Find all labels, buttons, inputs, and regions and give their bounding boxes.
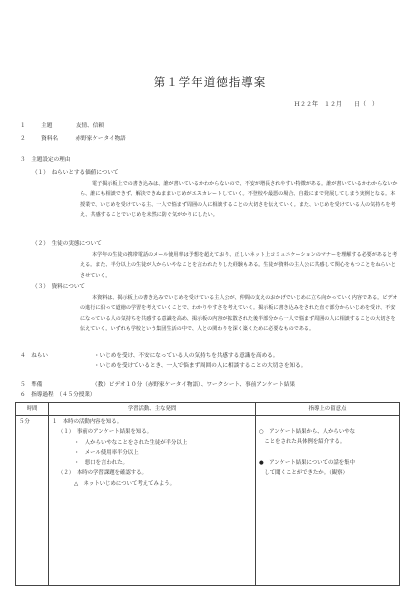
notes-cell [256, 416, 400, 586]
info-label: 主題 [41, 123, 53, 129]
section-3-sub1-text: 電子掲示板上での書き込みは、誰が書いているかわからないので、不安が増長されやすい特徴がある。誰が書いているかわからないから、誰にも相談できず、解決できぬままいじめがエスカレートしていく。不登校や最悪の場合、自殺にまで発展してしまう実例となる。本授業で、いじめを受けている主、一人で悩まず周囲の人に相談することの大切さを伝えていく。また、いじめを受けている人の気持ちを考え、共感することでいじめを未然に防ぐ気がかりにしたい。 [80, 181, 398, 218]
section-3-sub1-label: （１） ねらいとする価値について [32, 170, 119, 176]
section-5-label: ５ 準備 [20, 382, 43, 388]
info-label: 資料名 [41, 136, 58, 142]
section-3-sub2-label: （２） 生徒の実態について [32, 241, 102, 247]
lesson-process-table [15, 402, 400, 586]
note-line: ことをされた具体例を紹介する。 [259, 439, 346, 446]
document-date: Ｈ２２年 １２月 日（ ） [293, 101, 378, 108]
section-3-heading: ３ 主題設定の理由 [20, 157, 71, 163]
aim-item: ・いじめを受け、不安になっている人の気持ちを共感する意識を高める。 [94, 353, 279, 359]
activity-line: ・ 人からいやなことをされた生徒が半分以上 [74, 439, 188, 446]
note-line: して聞くことができたか。（観察） [259, 469, 348, 476]
section-3-sub3-text: 本資料は、掲示板上の書き込みでいじめを受けている主人公が、仲間の支えのおかげでいじめに立ち向かっていく内容である。ビデオの進行に沿って道徳の学習を考えていくことで、わかりやすさを考えていく。掲示板に書き込みをされた直ぐ部分からいじめを受け、不安になっている人の気持ちを共感する意識を高め、掲示板の内容が拡散された後半部分から一人で悩まず周囲の人に相談することの大切さを伝えていく。いずれも学校という集団生活の中で、人との関わりを深く築くために必要なものである。 [80, 295, 398, 332]
activities-cell [49, 416, 256, 586]
activity-line: （１） 事前のアンケート結果を知る。 [58, 429, 153, 436]
activity-line: △ ネットいじめについて考えてみよう。 [74, 480, 176, 487]
note-line: ○ アンケート結果から、人からいやな [259, 429, 356, 435]
info-value: 友情、信頼 [75, 123, 104, 129]
column-header-activities: 学習活動、主な発問 [49, 403, 256, 416]
table-header-row [16, 403, 400, 416]
section-3-sub3-label: （３） 資料について [32, 284, 86, 290]
note-line: ● アンケート結果についての話を集中 [259, 459, 355, 466]
activity-line: １ 本時の活動内容を知る。 [52, 419, 123, 425]
column-header-time: 時間 [16, 403, 49, 416]
info-row-theme: １ 主題 友情、信頼 [20, 123, 104, 129]
section-6-label: ６ 指導過程 （４５分授業） [20, 392, 96, 398]
column-header-notes: 指導上の留意点 [256, 403, 400, 416]
section-4-label: ４ ねらい [20, 353, 48, 359]
table-row [16, 416, 400, 586]
info-row-material: ２ 資料名 赤野家ケータイ物語 [20, 136, 126, 142]
time-cell: ５分 [16, 416, 49, 586]
activity-line: ・ メール使用率半分以上 [74, 449, 139, 456]
info-value: 赤野家ケータイ物語 [75, 136, 126, 142]
activity-line: （２） 本時の学習課題を確認する。 [58, 470, 147, 477]
section-3-sub2-text: 本学年の生徒の携帯電話のメール使用率は予想を超えており、正しいネット上コミュニケーションのマナーを理解する必要があると考える。また、半分以上の生徒が人からいやなことを言われたりした経験もある。生徒が資料の主人公に共感して関心をもつことをねらいとさせていく。 [80, 252, 398, 279]
document-title: 第１学年道徳指導案 [153, 75, 267, 89]
activity-line: ・ 悪口を言われた。 [74, 460, 128, 467]
aim-item: ・いじめを受けているとき、一人で悩まず周囲の人に相談することの大切さを知る。 [94, 363, 307, 369]
preparation-text: （教）ビデオ１０分（赤野家ケータイ物語）、ワークシート、事前アンケート結果 [92, 382, 296, 388]
